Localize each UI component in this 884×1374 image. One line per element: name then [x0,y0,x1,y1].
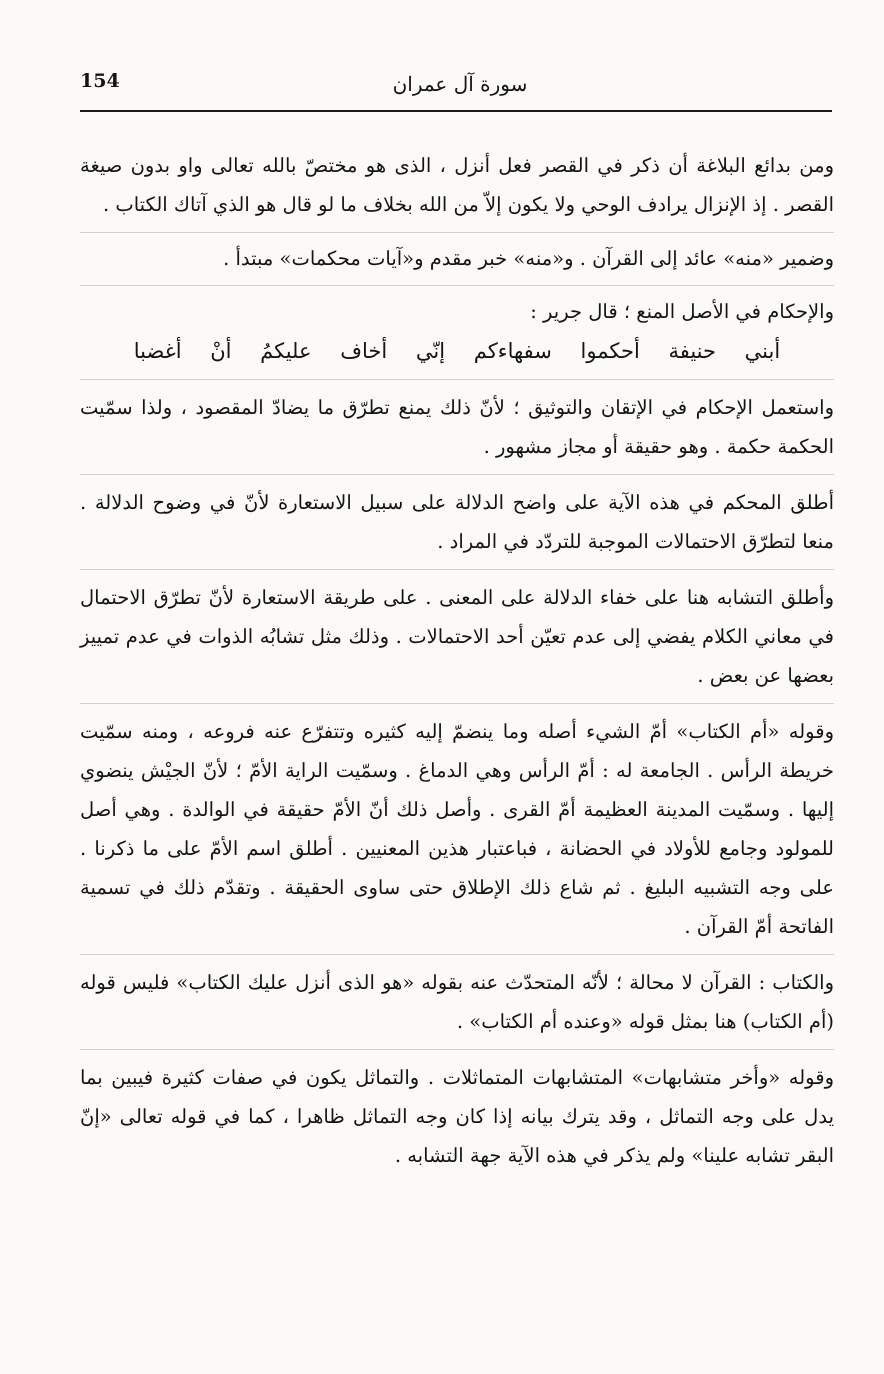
paragraph-4: أطلق المحكم في هذه الآية على واضح الدلالة على سبيل الاستعارة لأنّ في وضوح الدلالة . منعا لتطرّق الاحتمالات الموجبة للتردّد في المراد . [80,491,834,553]
paragraph-divider [80,474,834,475]
paragraph-1: ومن بدائع البلاغة أن ذكر في القصر فعل أنزل ، الذى هو مختصّ بالله تعالى واو بدون صيغة القصر . إذ الإنزال يرادف الوحي ولا يكون إلاّ من الله بخلاف ما لو قال هو الذي آتاك الكتاب . [80,154,834,216]
paragraph-6: وقوله «أم الكتاب» أمّ الشيء أصله وما ينضمّ إليه كثيره وتتفرّع عنه فروعه ، ومنه سمّيت خريطة الرأس . الجامعة له : أمّ الرأس وهي الدماغ . وسمّيت الراية الأمّ ؛ لأنّ الجيْش ينضوي إليها . وسمّيت المدينة العظيمة أمّ القرى . وأصل ذلك أنّ الأمّ حقيقة في الوالدة . وهي أصل للمولود وجامع للأولاد في الحضانة ، فباعتبار هذين المعنيين . أطلق اسم الأمّ على ما ذكرنا . على وجه التشبيه البليغ . ثم شاع ذلك الإطلاق حتى ساوى الحقيقة . وتقدّم ذلك في تسمية الفاتحة أمّ القرآن . [80,720,834,938]
paragraph-divider [80,703,834,704]
paragraph-5: وأطلق التشابه هنا على خفاء الدلالة على المعنى . على طريقة الاستعارة لأنّ تطرّق الاحتمال في معاني الكلام يفضي إلى عدم تعيّن أحد الاحتمالات . وذلك مثل تشابُه الذوات في عدم تمييز بعضها عن بعض . [80,586,834,687]
poetry-intro: والإحكام في الأصل المنع ؛ قال جرير : [530,300,834,323]
paragraph-divider [80,1049,834,1050]
paragraph-divider [80,285,834,286]
paragraph-divider [80,232,834,233]
paragraph-divider [80,569,834,570]
paragraph-8: وقوله «وأخر متشابهات» المتشابهات المتماثلات . والتماثل يكون في صفات كثيرة فيبين بما يدل على وجه التماثل ، وقد يترك بيانه إذا كان وجه التماثل ظاهرا ، كما في قوله تعالى «إنّ البقر تشابه علينا» ولم يذكر في هذه الآية جهة التشابه . [80,1066,834,1167]
page-body [80,146,834,1175]
page-number: 154 [80,70,120,92]
paragraph-divider [80,379,834,380]
poetry-verse: أبني حنيفة أحكموا سفهاءكم إنّي أخاف عليكمُ أنْ أغضبا [133,339,781,363]
running-title: سورة آل عمران [392,72,528,96]
paragraph-7: والكتاب : القرآن لا محالة ؛ لأنّه المتحدّث عنه بقوله «هو الذى أنزل عليك الكتاب» فليس قوله (أم الكتاب) هنا بمثل قوله «وعنده أم الكتاب» . [80,971,834,1033]
paragraph-2: وضمير «منه» عائد إلى القرآن . و«منه» خبر مقدم و«آيات محكمات» مبتدأ . [223,247,834,270]
paragraph-divider [80,954,834,955]
paragraph-3: واستعمل الإحكام في الإتقان والتوثيق ؛ لأنّ ذلك يمنع تطرّق ما يضادّ المقصود ، ولذا سمّيت الحكمة حكمة . وهو حقيقة أو مجاز مشهور . [80,396,834,458]
page-header [80,60,832,112]
